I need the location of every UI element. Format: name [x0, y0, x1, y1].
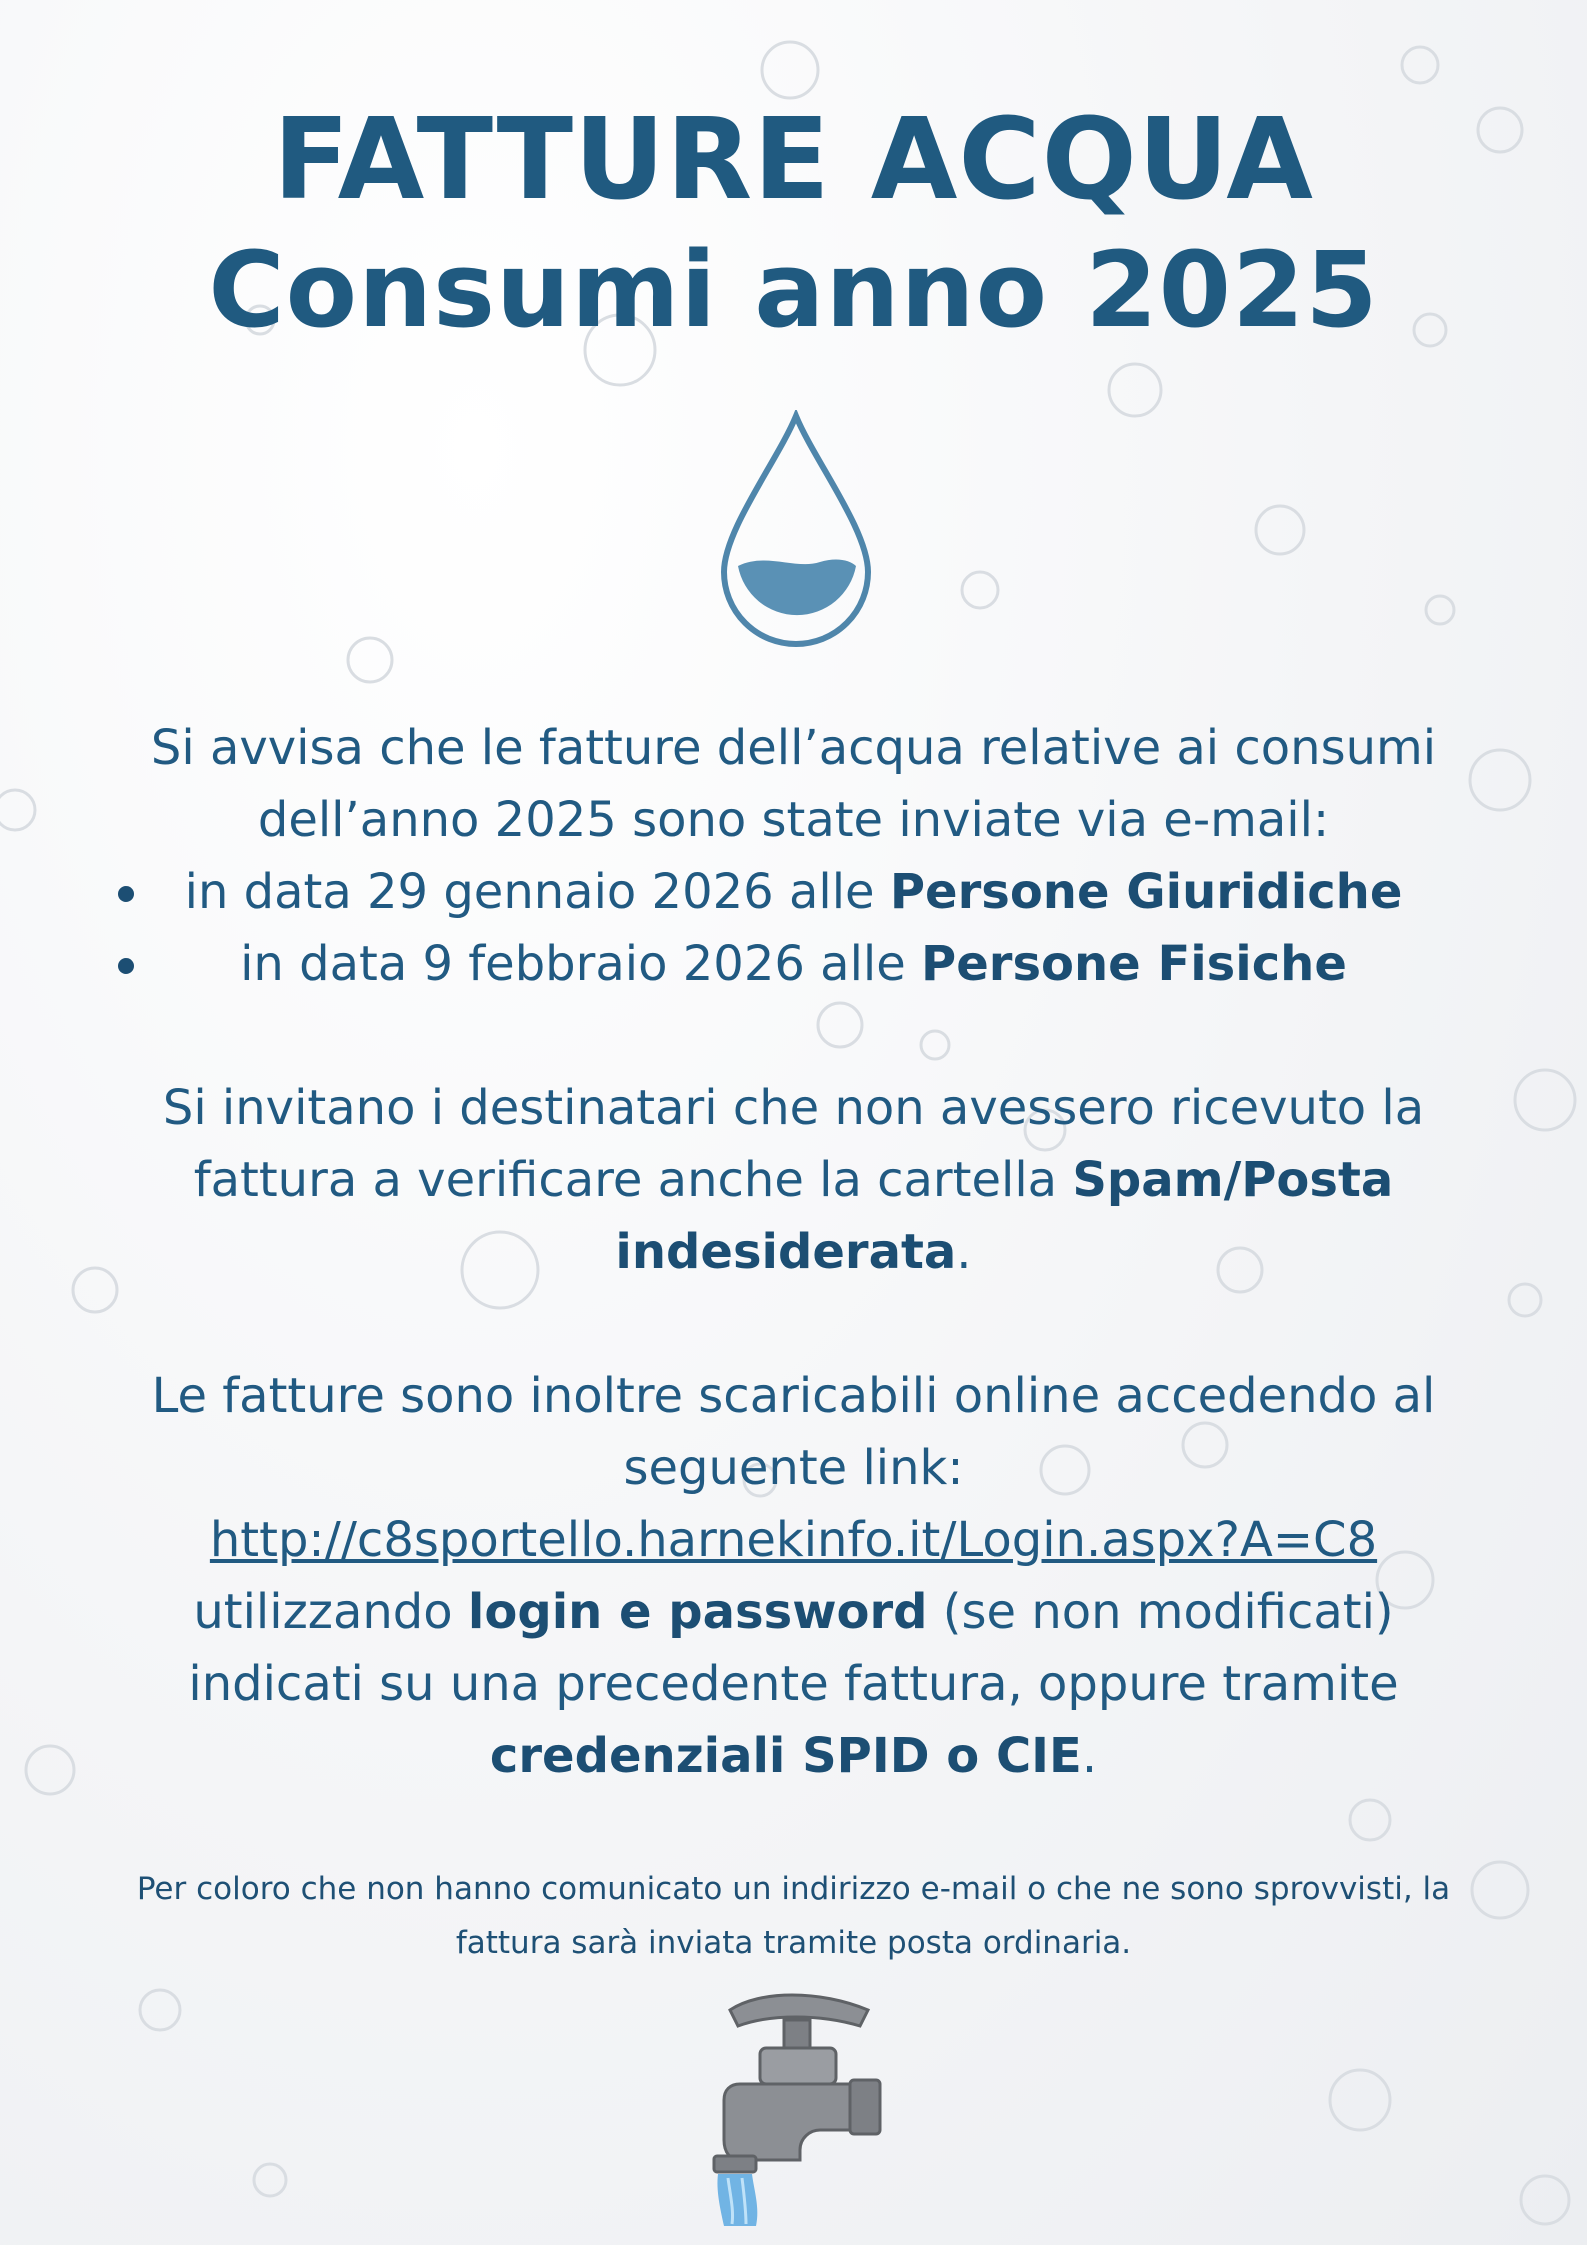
download-line-5: indicati su una precedente fattura, oppure tramite	[188, 1656, 1399, 1712]
postal-note	[110, 1862, 1477, 1970]
note-line-2: fattura sarà inviata tramite posta ordinaria.	[455, 1925, 1132, 1961]
spam-folder-bold-2: indesiderata	[615, 1224, 957, 1280]
title-line-1: FATTURE ACQUA	[273, 95, 1314, 225]
faucet-icon	[700, 1980, 900, 2230]
intro-line-2: dell’anno 2025 sono state inviate via e-mail:	[257, 792, 1330, 848]
list-item	[0, 856, 1587, 928]
bullet-bold: Persone Fisiche	[921, 936, 1347, 992]
water-drop-icon	[716, 410, 876, 650]
note-line-1: Per coloro che non hanno comunicato un indirizzo e-mail o che ne sono sprovvisti, la	[136, 1871, 1451, 1907]
download-line-4-post: (se non modificati)	[927, 1584, 1394, 1640]
intro-line-1: Si avvisa che le fatture dell’acqua relative ai consumi	[150, 720, 1437, 776]
spid-cie-bold: credenziali SPID o CIE	[489, 1728, 1082, 1784]
bullet-text: in data 29 gennaio 2026 alle	[184, 864, 890, 920]
spam-line-2: fattura a verificare anche la cartella	[193, 1152, 1073, 1208]
title-line-2: Consumi anno 2025	[208, 229, 1379, 351]
list-item	[0, 928, 1587, 1000]
spam-folder-bold: Spam/Posta	[1072, 1152, 1394, 1208]
spam-line-3-end: .	[956, 1224, 972, 1280]
spam-line-1: Si invitano i destinatari che non avessero ricevuto la	[162, 1080, 1425, 1136]
spam-paragraph	[60, 1072, 1527, 1288]
download-line-6-end: .	[1081, 1728, 1098, 1784]
download-line-4-pre: utilizzando	[193, 1584, 468, 1640]
portal-link[interactable]: http://c8sportello.harnekinfo.it/Login.aspx?A=C8	[209, 1512, 1378, 1568]
login-password-bold: login e password	[467, 1584, 928, 1640]
bullet-text: in data 9 febbraio 2026 alle	[240, 936, 922, 992]
send-dates-list	[0, 856, 1587, 1000]
download-line-1: Le fatture sono inoltre scaricabili online accedendo al	[151, 1368, 1436, 1424]
download-line-2: seguente link:	[623, 1440, 964, 1496]
intro-paragraph	[60, 712, 1527, 856]
bullet-bold: Persone Giuridiche	[889, 864, 1403, 920]
download-paragraph	[60, 1360, 1527, 1792]
